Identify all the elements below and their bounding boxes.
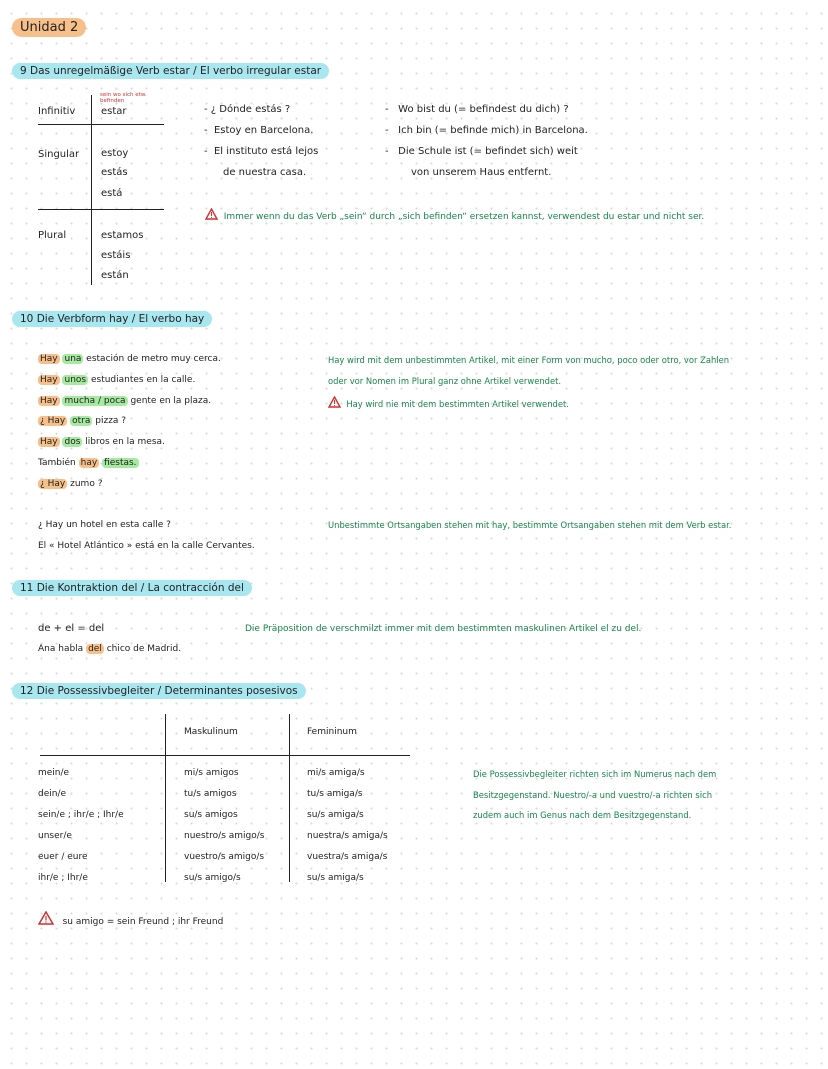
poss-row-f: vuestra/s amiga/s <box>307 852 388 862</box>
infinitiv-value: estar <box>101 106 127 117</box>
hay-example: Hay unos estudiantes en la calle. <box>40 375 196 385</box>
hay-note-warning: Hay wird nie mit dem bestimmten Artikel verwendet. <box>328 396 569 409</box>
example-de-row: - Ich bin (= befinde mich) in Barcelona. <box>385 125 588 136</box>
hay-estar-note: Unbestimmte Ortsangaben stehen mit hay, bestimmte Ortsangaben stehen mit dem Verb estar. <box>328 520 732 530</box>
poss-note-line: Die Possessivbegleiter richten sich im Numerus nach dem <box>473 769 717 779</box>
poss-table-vline-2 <box>289 714 290 882</box>
poss-row-f: tu/s amiga/s <box>307 789 363 799</box>
poss-row-f: su/s amiga/s <box>307 873 364 883</box>
example-es-row: - ¿ Dónde estás ? <box>204 104 291 115</box>
example-es-row: - Estoy en Barcelona. <box>204 125 314 136</box>
example-es-row: de nuestra casa. <box>223 167 307 178</box>
poss-table-hline <box>40 755 410 756</box>
page-title: Unidad 2 <box>12 20 86 35</box>
section-12-title: 12 Die Possessivbegleiter / Determinantes posesivos <box>12 685 306 697</box>
example-de-row: - Wo bist du (= befindest du dich) ? <box>385 104 569 115</box>
warning-icon <box>38 911 54 925</box>
plural-form: estáis <box>101 250 131 261</box>
poss-row-f: su/s amiga/s <box>307 810 364 820</box>
section-11-title: 11 Die Kontraktion del / La contracción del <box>12 582 252 594</box>
poss-row-de: euer / eure <box>38 852 88 862</box>
singular-form: estoy <box>101 148 129 159</box>
hay-example: Hay dos libros en la mesa. <box>40 437 165 447</box>
hay-example: ¿ Hay otra pizza ? <box>40 416 127 426</box>
hay-example: ¿ Hay zumo ? <box>40 479 103 489</box>
poss-row-m: mi/s amigos <box>184 768 239 778</box>
estar-note: Immer wenn du das Verb „sein“ durch „sich befinden“ ersetzen kannst, verwendest du estar und nicht ser. <box>205 208 704 222</box>
hay-note-line1: Hay wird mit dem unbestimmten Artikel, mit einer Form von mucho, poco oder otro, vor Zahlen <box>328 355 730 365</box>
contraction-example: Ana habla del chico de Madrid. <box>38 644 182 654</box>
poss-warning: su amigo = sein Freund ; ihr Freund <box>38 911 223 927</box>
poss-row-f: mi/s amiga/s <box>307 768 365 778</box>
section-10-title: 10 Die Verbform hay / El verbo hay <box>12 313 212 325</box>
poss-note-line: Besitzgegenstand. Nuestro/-a und vuestro/-a richten sich <box>473 790 713 800</box>
poss-row-de: dein/e <box>38 789 67 799</box>
poss-table-vline-1 <box>165 714 166 882</box>
estar-annotation: sein wo sich etw. befinden <box>100 92 147 104</box>
poss-row-m: vuestro/s amigo/s <box>184 852 265 862</box>
poss-row-de: mein/e <box>38 768 70 778</box>
poss-row-m: su/s amigo/s <box>184 873 241 883</box>
plural-form: están <box>101 270 129 281</box>
example-de-row: von unserem Haus entfernt. <box>411 167 552 178</box>
hay-note-line2: oder vor Nomen im Plural ganz ohne Artikel verwendet. <box>328 376 562 386</box>
singular-label: Singular <box>38 149 80 160</box>
hay-example: Hay una estación de metro muy cerca. <box>40 354 221 364</box>
hay-example: También hay fiestas. <box>38 458 137 468</box>
singular-form: está <box>101 188 123 199</box>
contraction-note: Die Präposition de verschmilzt immer mit dem bestimmten maskulinen Artikel el zu del. <box>245 624 642 634</box>
poss-row-m: nuestro/s amigo/s <box>184 831 265 841</box>
hay-estar-example: ¿ Hay un hotel en esta calle ? <box>38 520 171 530</box>
plural-form: estamos <box>101 230 144 241</box>
example-de-row: - Die Schule ist (= befindet sich) weit <box>385 146 578 157</box>
poss-row-de: ihr/e ; Ihr/e <box>38 873 88 883</box>
poss-row-f: nuestra/s amiga/s <box>307 831 388 841</box>
warning-icon <box>328 396 341 408</box>
poss-row-m: su/s amigos <box>184 810 238 820</box>
infinitiv-label: Infinitiv <box>38 106 76 117</box>
col-maskulinum: Maskulinum <box>184 727 238 737</box>
table-divider-2 <box>38 209 164 210</box>
hay-estar-example: El « Hotel Atlántico » está en la calle Cervantes. <box>38 541 255 551</box>
col-femininum: Femininum <box>307 727 357 737</box>
poss-note-line: zudem auch im Genus nach dem Besitzgegenstand. <box>473 810 692 820</box>
section-9-title: 9 Das unregelmäßige Verb estar / El verbo irregular estar <box>12 65 329 77</box>
hay-example: Hay mucha / poca gente en la plaza. <box>40 396 212 406</box>
contraction-formula: de + el = del <box>38 623 105 634</box>
example-es-row: - El instituto está lejos <box>204 146 319 157</box>
warning-icon <box>205 208 218 220</box>
poss-row-de: sein/e ; ihr/e ; Ihr/e <box>38 810 124 820</box>
poss-row-m: tu/s amigos <box>184 789 237 799</box>
table-divider-1 <box>38 124 164 125</box>
singular-form: estás <box>101 167 128 178</box>
plural-label: Plural <box>38 230 67 241</box>
poss-row-de: unser/e <box>38 831 72 841</box>
